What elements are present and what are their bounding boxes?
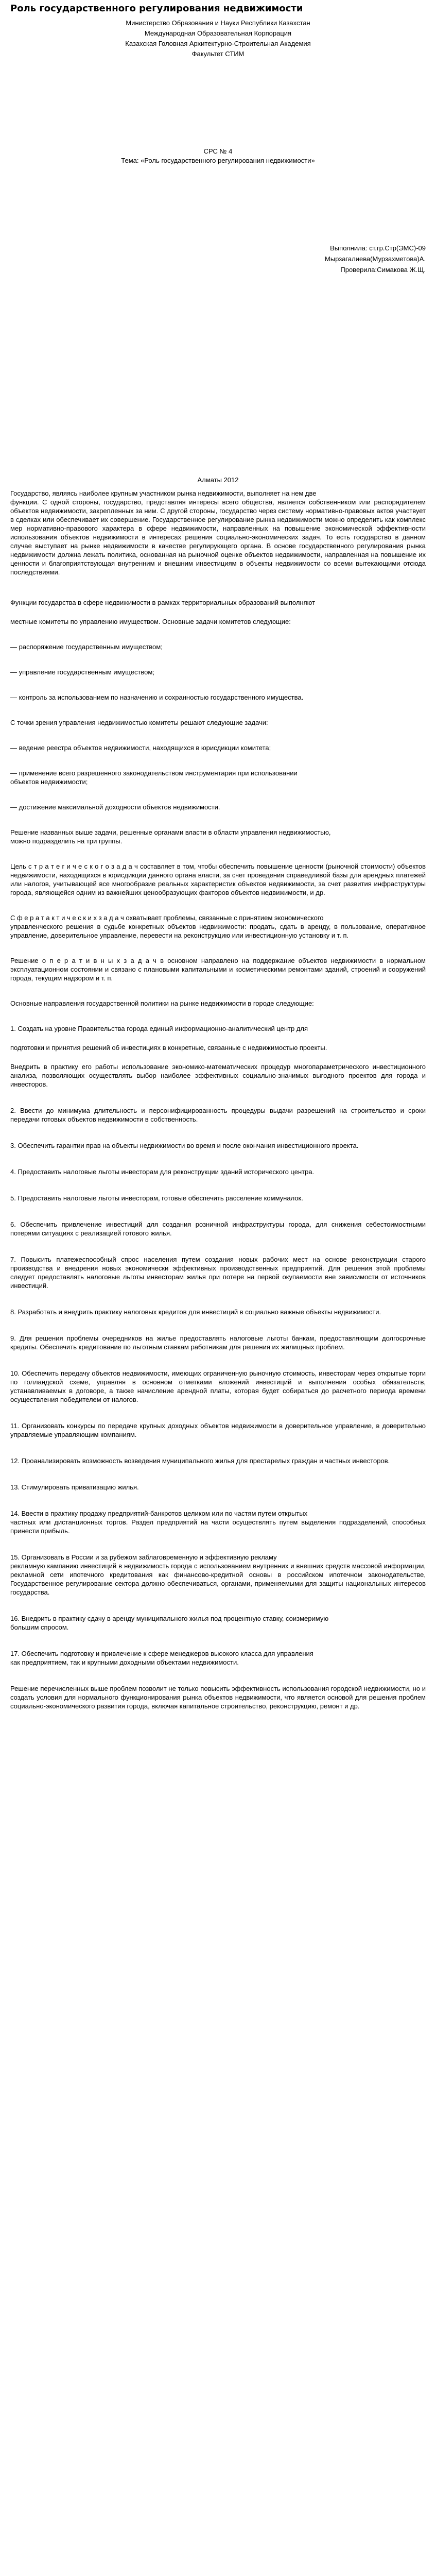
body-paragraph: С точки зрения управления недвижимостью комитеты решают следующие задачи: bbox=[10, 719, 268, 726]
academy-line: Казахская Головная Архитектурно-Строительная Академия bbox=[125, 40, 311, 47]
body-paragraph: — управление государственным имуществом; bbox=[10, 668, 154, 676]
body-paragraph: Решение о п е р а т и в н ы х з а д а ч в основном направлено на поддержание объектов недвижимости в нормальном эксплуатационном состоянии и связано с плановыми капитальными и косметическими ремонтами зданий, строений и сооружений города, текущим надзором и т. п. bbox=[10, 957, 426, 982]
list-item: 14. Ввести в практику продажу предприятий-банкротов целиком или по частям путем открытых bbox=[10, 1510, 308, 1517]
body-paragraph: можно подразделить на три группы. bbox=[10, 837, 123, 845]
list-item: 7. Повысить платежеспособный спрос населения путем создания новых рабочих мест на основе реконструкции старого производства и внедрения новых экономически эффективных производственных предприятий. Для решения этой проблемы следует предоставлять налоговые льготы инвесторам жилья при потере на первой окупаемости вне зависимости от источников инвестиций. bbox=[10, 1256, 426, 1290]
city-year: Алматы 2012 bbox=[197, 476, 239, 484]
corporation-line: Международная Образовательная Корпорация bbox=[144, 29, 292, 37]
document-page bbox=[0, 3, 436, 2576]
ministry-line: Министерство Образования и Науки Республики Казахстан bbox=[126, 19, 310, 27]
author-line: Выполнила: ст.гр.Стр(ЭМС)-09 bbox=[330, 244, 426, 252]
list-item: 10. Обеспечить передачу объектов недвижимости, имеющих ограниченную рыночную стоимость, инвесторам через открытые торги по голландской схеме, управляя в основном отметками вложений инвестиций и выполнения особых обязательств, устанавливаемых в договоре, а также начисление арендной платы, которая будет собираться до расчетного периода времени осуществления победителем от налогов. bbox=[10, 1369, 426, 1403]
list-item: 1. Создать на уровне Правительства города единый информационно-аналитический центр для bbox=[10, 1025, 308, 1032]
body-paragraph: Функции государства в сфере недвижимости в рамках территориальных образований выполняют bbox=[10, 599, 316, 606]
body-paragraph: Решение названных выше задачи, решенные органами власти в области управления недвижимостью, bbox=[10, 828, 331, 836]
list-item: 16. Внедрить в практику сдачу в аренду муниципального жилья под процентную ставку, соизмеримую bbox=[10, 1615, 329, 1622]
body-paragraph: функции. С одной стороны, государство, представляя интересы всего общества, является собственником или распорядителем объектов недвижимости, закрепленных за ним. С другой стороны, государство через систему нормативно-правовых актов участвует в сделках или обеспечивает их совершение. Государственное регулирование рынка недвижимости можно определить как комплекс мер нормативно-правового характера в сфере недвижимости, направленных на повышение экономической эффективности использования объектов недвижимости в интересах решения социально-экономических задач. То есть государство в данном случае выступает на рынке недвижимости в качестве регулирующего органа. В основе государственного регулирования рынка недвижимости должна лежать политика, основанная на рыночной оценке объектов недвижимости, направленная на повышение их ценности и благоприятствующая внутренним и внешним инвестициям в объекты недвижимости со всеми вытекающими отсюда последствиями. bbox=[10, 498, 426, 576]
list-item: 3. Обеспечить гарантии прав на объекты недвижимости во время и после окончания инвестиционного проекта. bbox=[10, 1142, 359, 1149]
list-item: 11. Организовать конкурсы по передаче крупных доходных объектов недвижимости в доверительное управление, в доверительно управляемые управляющим компаниям. bbox=[10, 1422, 426, 1438]
body-paragraph: Цель с т р а т е г и ч е с к о г о з а д а ч составляет в том, чтобы обеспечить повышение ценности (рыночной стоимости) объектов недвижимости, находящихся в юрисдикции данного органа власти, за счет проведения справедливой базы для арендных платежей или налогов, учитывающей все многообразие реальных характеристик объектов недвижимости, за счет развития инфраструктуры города, являющейся одним из важнейших ценообразующих факторов объектов недвижимости, и др. bbox=[10, 862, 426, 896]
list-item: 13. Стимулировать приватизацию жилья. bbox=[10, 1483, 139, 1491]
list-item: 17. Обеспечить подготовку и привлечение к сфере менеджеров высокого класса для управления bbox=[10, 1650, 313, 1657]
body-paragraph: управленческого решения в судьбе конкретных объектов недвижимости: продать, сдать в аренду, в пользование, оперативное управление, доверительное управление, перевести на реконструкцию или инвестиционную установку и т. п. bbox=[10, 923, 426, 939]
faculty-line: Факультет СТИМ bbox=[191, 50, 245, 58]
conclusion-paragraph: Решение перечисленных выше проблем позволит не только повысить эффективность использования городской недвижимости, но и создать условия для нормального функционирования рынка объектов недвижимости, что является основой для решения проблем социально-экономического развития города, включая капитальное строительство, реконструкцию, ремонт и др. bbox=[10, 1685, 426, 1710]
body-paragraph: — распоряжение государственным имуществом; bbox=[10, 643, 163, 651]
list-item: Внедрить в практику его работы использование экономико-математических процедур многопараметрического инвестиционного анализа, позволяющих осуществлять выбор наиболее эффективных социально-значимых выгодного проектов для города и инвесторов. bbox=[10, 1063, 426, 1088]
srs-topic: Тема: «Роль государственного регулирования недвижимости» bbox=[121, 157, 315, 164]
list-item: частных или дистанционных торгов. Раздел предприятий на части осуществлять путем выделения подразделений, способных принести прибыль. bbox=[10, 1518, 426, 1535]
document-body bbox=[10, 489, 426, 1710]
list-item: 8. Разработать и внедрить практику налоговых кредитов для инвестиций в социально важные объекты недвижимости. bbox=[10, 1308, 381, 1316]
list-item: 4. Предоставить налоговые льготы инвесторам для реконструкции зданий исторического центра. bbox=[10, 1168, 315, 1176]
header-block bbox=[10, 18, 426, 59]
srs-number: СРС № 4 bbox=[203, 147, 233, 155]
document-title: Роль государственного регулирования недвижимости bbox=[10, 3, 303, 14]
list-item: большим спросом. bbox=[10, 1623, 69, 1631]
list-item: 2. Ввести до минимума длительность и персонифицированность процедуры выдачи разрешений на строительство и сроки передачи готовых объектов недвижимости в собственность. bbox=[10, 1107, 426, 1123]
list-item: как предприятием, так и крупными доходными объектами недвижимости. bbox=[10, 1658, 239, 1666]
body-paragraph: — ведение реестра объектов недвижимости, находящихся в юрисдикции комитета; bbox=[10, 744, 271, 752]
list-item: подготовки и принятия решений об инвестициях в конкретные, связанные с недвижимостью проекты. bbox=[10, 1044, 327, 1052]
list-item: 15. Организовать в России и за рубежом заблаговременную и эффективную рекламу bbox=[10, 1553, 277, 1561]
list-item: 6. Обеспечить привлечение инвестиций для создания розничной инфраструктуры города, для снижения себестоимостными потерями ситуациях с реализацией готового жилья. bbox=[10, 1221, 426, 1237]
body-paragraph: Основные направления государственной политики на рынке недвижимости в городе следующие: bbox=[10, 999, 314, 1007]
body-paragraph: местные комитеты по управлению имуществом. Основные задачи комитетов следующие: bbox=[10, 618, 291, 625]
list-item: 12. Проанализировать возможность возведения муниципального жилья для престарелых граждан и частных инвесторов. bbox=[10, 1457, 390, 1465]
body-paragraph: — применение всего разрешенного законодательством инструментария при использовании bbox=[10, 769, 298, 777]
body-paragraph: объектов недвижимости; bbox=[10, 778, 88, 786]
reviewer-line: Проверила:Симакова Ж.Щ. bbox=[340, 266, 426, 274]
signature-block bbox=[10, 243, 426, 275]
list-item: 5. Предоставить налоговые льготы инвесторам, готовые обеспечить расселение коммуналок. bbox=[10, 1194, 303, 1202]
list-item: рекламную кампанию инвестиций в недвижимость города с использованием внутренних и внешних средств массовой информации, рекламной сети ипотечного кредитования как финансово-кредитной основы в российском ипотечном законодательстве, Государственное регулирование сектора должно обеспечиваться, органами, применяемыми для защиты национальных интересов государства. bbox=[10, 1562, 426, 1596]
author-name: Мырзагалиева(Мурзахметова)А. bbox=[324, 255, 426, 263]
body-paragraph: — контроль за использованием по назначению и сохранностью государственного имущества. bbox=[10, 693, 304, 701]
body-paragraph: — достижение максимальной доходности объектов недвижимости. bbox=[10, 803, 220, 811]
list-item: 9. Для решения проблемы очередников на жилье предоставлять налоговые льготы банкам, предоставляющим долгосрочные кредиты. Обеспечить кредитование по льготным ставкам работникам для решения их жилищных проблем. bbox=[10, 1334, 426, 1351]
body-paragraph: С ф е р а т а к т и ч е с к и х з а д а ч охватывает проблемы, связанные с принятием экономического bbox=[10, 914, 324, 922]
body-paragraph: Государство, являясь наиболее крупным участником рынка недвижимости, выполняет на нем две bbox=[10, 489, 317, 497]
